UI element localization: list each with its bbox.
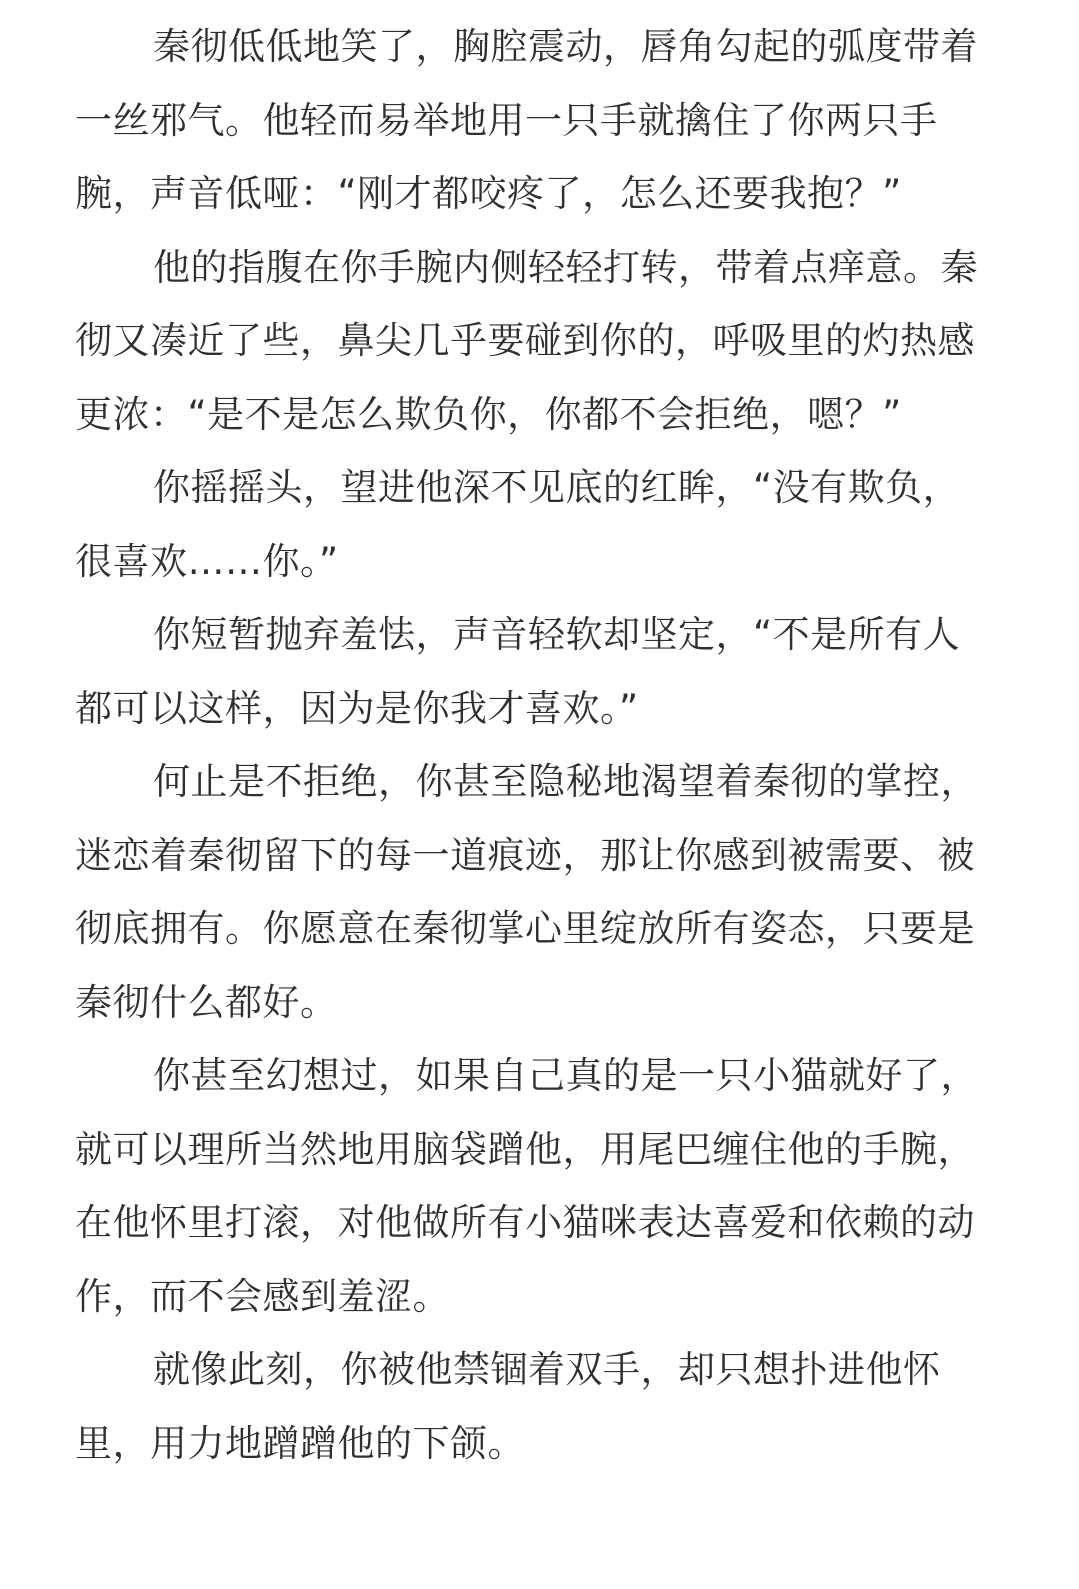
paragraph-6: 你甚至幻想过，如果自己真的是一只小猫就好了，就可以理所当然地用脑袋蹭他，用尾巴缠住他的手腕，在他怀里打滚，对他做所有小猫咪表达喜爱和依赖的动作，而不会感到羞涩。 xyxy=(75,1054,978,1318)
paragraph-4: 你短暂抛弃羞怯，声音轻软却坚定，“不是所有人都可以这样，因为是你我才喜欢。” xyxy=(75,613,961,730)
paragraph-5: 何止是不拒绝，你甚至隐秘地渴望着秦彻的掌控，迷恋着秦彻留下的每一道痕迹，那让你感到被需要、被彻底拥有。你愿意在秦彻掌心里绽放所有姿态，只要是秦彻什么都好。 xyxy=(75,760,978,1024)
paragraph-2: 他的指腹在你手腕内侧轻轻打转，带着点痒意。秦彻又凑近了些，鼻尖几乎要碰到你的，呼吸里的灼热感更浓：“是不是怎么欺负你，你都不会拒绝，嗯？” xyxy=(75,245,978,436)
story-text xyxy=(75,10,985,1480)
paragraph-7: 就像此刻，你被他禁锢着双手，却只想扑进他怀里，用力地蹭蹭他的下颌。 xyxy=(75,1348,941,1465)
paragraph-1: 秦彻低低地笑了，胸腔震动，唇角勾起的弧度带着一丝邪气。他轻而易举地用一只手就擒住了你两只手腕，声音低哑：“刚才都咬疼了，怎么还要我抱？” xyxy=(75,25,978,215)
paragraph-3: 你摇摇头，望进他深不见底的红眸，“没有欺负，很喜欢……你。” xyxy=(75,466,961,583)
